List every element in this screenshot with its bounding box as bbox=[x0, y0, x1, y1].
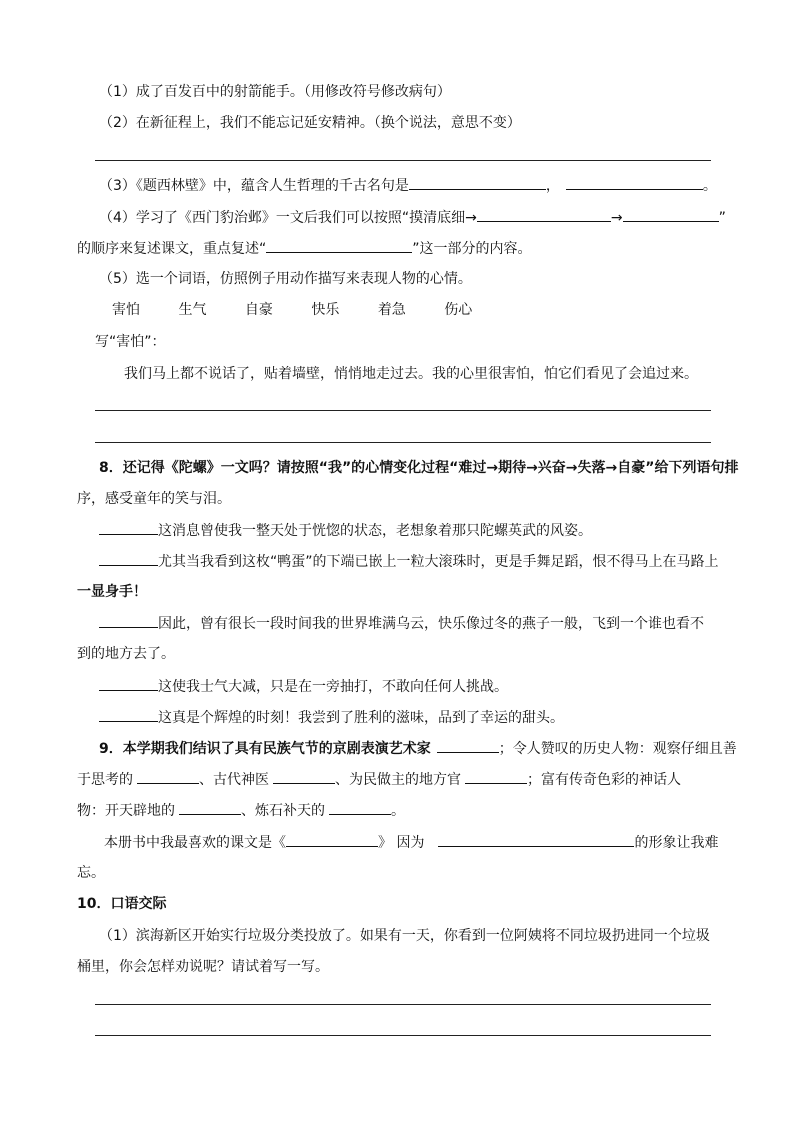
q9-line1 bbox=[99, 738, 737, 759]
q8-item bbox=[99, 707, 564, 728]
blank[interactable] bbox=[477, 207, 611, 222]
q8-item-cont: 到的地方去了。 bbox=[77, 646, 175, 662]
q7-sub4-text: （4）学习了《西门豹治邺》一文后我们可以按照“摸清底细→ bbox=[99, 210, 477, 226]
order-blank[interactable] bbox=[99, 613, 158, 628]
blank[interactable] bbox=[409, 175, 546, 190]
blank[interactable] bbox=[623, 207, 719, 222]
q8-item-text: 这使我士气大减，只是在一旁抽打，不敢向任何人挑战。 bbox=[158, 679, 508, 695]
close-quote: ” bbox=[718, 210, 726, 226]
blank[interactable] bbox=[437, 738, 499, 753]
blank[interactable] bbox=[286, 832, 378, 847]
example-text: 我们马上都不说话了，贴着墙壁，悄悄地走过去。我的心里很害怕，怕它们看见了会追过来。 bbox=[124, 366, 698, 382]
q7-sub2: （2）在新征程上，我们不能忘记延安精神。（换个说法，意思不变） bbox=[99, 115, 521, 131]
q8-heading-text: 8．还记得《陀螺》一文吗？请按照“我”的心情变化过程“难过→期待→兴奋→失落→自豪”给下列语句排 bbox=[99, 460, 739, 476]
q8-item bbox=[99, 520, 592, 541]
q10-sub1: （1）滨海新区开始实行垃圾分类投放了。如果有一天，你看到一位阿姨将不同垃圾扔进同一个垃圾 bbox=[99, 928, 710, 944]
word-choice[interactable]: 快乐 bbox=[311, 302, 340, 318]
word-choice[interactable]: 伤心 bbox=[444, 302, 473, 318]
arrow: → bbox=[610, 210, 623, 226]
answer-line[interactable] bbox=[95, 160, 711, 161]
q9-text: 、古代神医 bbox=[199, 772, 269, 788]
q7-sub3-period: 。 bbox=[702, 178, 717, 194]
q9-text: 。 bbox=[391, 803, 405, 819]
q9-text: 、炼石补天的 bbox=[241, 803, 325, 819]
word-choice[interactable]: 害怕 bbox=[112, 302, 140, 318]
blank[interactable] bbox=[137, 769, 199, 784]
q9-text: ；富有传奇色彩的神话人 bbox=[527, 772, 681, 788]
order-blank[interactable] bbox=[99, 676, 158, 691]
q8-item-text: 因此，曾有很长一段时间我的世界堆满乌云，快乐像过冬的燕子一般，飞到一个谁也看不 bbox=[158, 616, 704, 632]
answer-line[interactable] bbox=[95, 1004, 711, 1005]
q7-sub4-line2-text: 的顺序来复述课文，重点复述“ bbox=[77, 241, 267, 257]
order-blank[interactable] bbox=[99, 551, 158, 566]
q7-sub5: （5）选一个词语，仿照例子用动作描写来表现人物的心情。 bbox=[99, 271, 472, 287]
order-blank[interactable] bbox=[99, 707, 158, 722]
q9-text: ；令人赞叹的历史人物：观察仔细且善 bbox=[498, 741, 737, 757]
q9-line5: 忘。 bbox=[77, 865, 105, 881]
q9-text: 的形象让我难 bbox=[634, 835, 719, 851]
example-label: 写“害怕”： bbox=[95, 334, 166, 350]
q7-sub4 bbox=[99, 207, 726, 228]
q10-title-text: 10．口语交际 bbox=[77, 896, 167, 912]
q9-text: 物：开天辟地的 bbox=[77, 803, 175, 819]
q8-heading-line2: 序，感受童年的笑与泪。 bbox=[77, 491, 231, 507]
q8-item-text: 这真是个辉煌的时刻！我尝到了胜利的滋味，品到了幸运的甜头。 bbox=[158, 710, 564, 726]
blank[interactable] bbox=[273, 769, 335, 784]
q9-text: 9．本学期我们结识了具有民族气节的京剧表演艺术家 bbox=[99, 741, 431, 757]
q9-line2 bbox=[77, 769, 681, 790]
blank[interactable] bbox=[438, 832, 634, 847]
blank[interactable] bbox=[179, 800, 241, 815]
q9-line4 bbox=[104, 832, 718, 853]
q9-text: 本册书中我最喜欢的课文是《 bbox=[104, 835, 286, 851]
q9-text: 于思考的 bbox=[77, 772, 133, 788]
q10-title bbox=[77, 894, 166, 914]
q7-sub3-text: （3）《题西林壁》中，蕴含人生哲理的千古名句是 bbox=[99, 178, 409, 194]
q7-sub3-comma: ， bbox=[545, 178, 560, 194]
q8-item-text: 尤其当我看到这枚“鸭蛋”的下端已嵌上一粒大滚珠时，更是手舞足蹈，恨不得马上在马路上 bbox=[158, 554, 719, 570]
q8-item-text: 这消息曾使我一整天处于恍惚的状态，老想象着那只陀螺英武的风姿。 bbox=[158, 523, 592, 539]
q7-sub1: （1）成了百发百中的射箭能手。（用修改符号修改病句） bbox=[99, 84, 451, 100]
q10-sub1-line2: 桶里，你会怎样劝说呢？请试着写一写。 bbox=[77, 959, 329, 975]
blank[interactable] bbox=[465, 769, 527, 784]
q7-sub4-line2 bbox=[77, 238, 532, 259]
answer-line[interactable] bbox=[95, 1035, 711, 1036]
q8-item bbox=[99, 551, 719, 572]
order-blank[interactable] bbox=[99, 520, 158, 535]
word-choice[interactable]: 着急 bbox=[377, 302, 406, 318]
q8-item-cont: 一显身手！ bbox=[77, 584, 147, 600]
answer-line[interactable] bbox=[95, 410, 711, 411]
blank[interactable] bbox=[566, 175, 703, 190]
q8-item bbox=[99, 613, 704, 634]
q7-sub4-line2-end: ”这一部分的内容。 bbox=[412, 241, 532, 257]
word-choice[interactable]: 生气 bbox=[178, 302, 207, 318]
q8-item bbox=[99, 676, 508, 697]
q7-sub3 bbox=[99, 175, 717, 196]
q9-line3 bbox=[77, 800, 405, 821]
q8-heading bbox=[99, 458, 738, 478]
answer-line[interactable] bbox=[95, 442, 711, 443]
q9-text: 》 因为 bbox=[378, 835, 425, 851]
word-choice[interactable]: 自豪 bbox=[244, 302, 273, 318]
blank[interactable] bbox=[329, 800, 391, 815]
word-choices bbox=[112, 300, 506, 320]
blank[interactable] bbox=[266, 238, 412, 253]
q9-text: 、为民做主的地方官 bbox=[335, 772, 461, 788]
